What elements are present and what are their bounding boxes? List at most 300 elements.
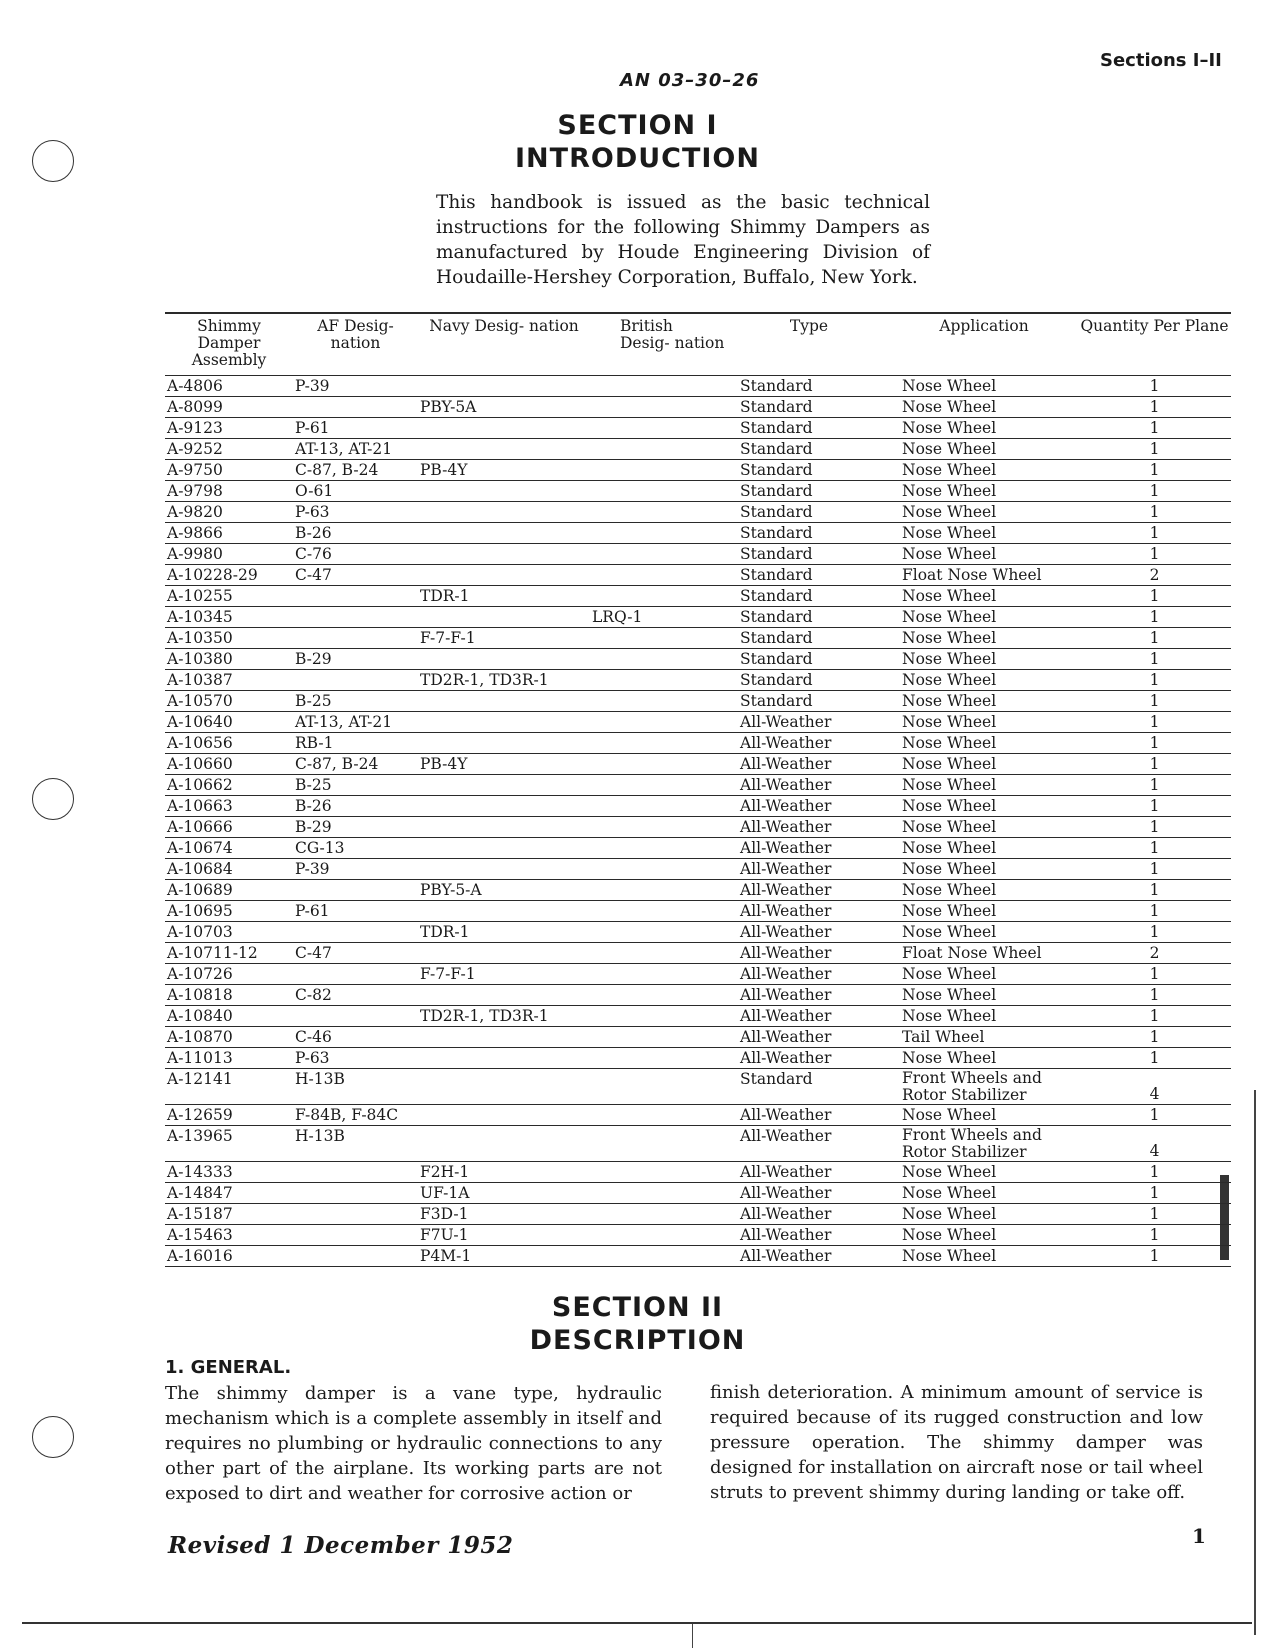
cell-navy: P4M-1 [418,1246,590,1267]
description-column-2: finish deterioration. A minimum amount of service is required because of its rugged construction and low pressure operation. The shimmy damper was designed for installation on aircraft nose or tail wheel struts to prevent shimmy during landing or take off. [710,1382,1203,1503]
cell-application: Nose Wheel [890,880,1078,901]
cell-assembly: A-10684 [165,859,293,880]
cell-type: All-Weather [728,859,890,880]
cell-quantity: 1 [1078,544,1231,565]
cell-type: Standard [728,628,890,649]
sections-label: Sections I–II [1100,50,1222,71]
cell-af [293,628,418,649]
cell-navy [418,901,590,922]
cell-assembly: A-9980 [165,544,293,565]
cell-af: B-25 [293,691,418,712]
shimmy-damper-table [165,314,1231,1267]
cell-af: C-76 [293,544,418,565]
cell-assembly: A-9123 [165,418,293,439]
table-row [165,586,1231,607]
cell-navy [418,565,590,586]
cell-british [590,376,728,397]
cell-af: C-87, B-24 [293,754,418,775]
cell-quantity: 1 [1078,922,1231,943]
table-row [165,1126,1231,1162]
cell-quantity: 1 [1078,586,1231,607]
cell-application: Nose Wheel [890,628,1078,649]
table-row [165,565,1231,586]
cell-british [590,670,728,691]
cell-assembly: A-10387 [165,670,293,691]
cell-assembly: A-10840 [165,1006,293,1027]
cell-assembly: A-10660 [165,754,293,775]
punch-hole-middle [32,778,74,820]
cell-british [590,754,728,775]
cell-application: Nose Wheel [890,859,1078,880]
cell-type: Standard [728,397,890,418]
table-row [165,985,1231,1006]
cell-assembly: A-10689 [165,880,293,901]
cell-application: Nose Wheel [890,1048,1078,1069]
header-quantity: Quantity Per Plane [1080,317,1229,335]
cell-british [590,859,728,880]
table-row [165,1183,1231,1204]
cell-quantity: 1 [1078,754,1231,775]
cell-navy [418,859,590,880]
cell-assembly: A-9750 [165,460,293,481]
cell-application: Nose Wheel [890,775,1078,796]
cell-british [590,439,728,460]
cell-application: Nose Wheel [890,922,1078,943]
table-row [165,1069,1231,1105]
cell-type: All-Weather [728,1105,890,1126]
cell-quantity: 1 [1078,859,1231,880]
revised-date: Revised 1 December 1952 [168,1532,514,1559]
cell-british [590,460,728,481]
cell-assembly: A-10380 [165,649,293,670]
table-row [165,544,1231,565]
table-row [165,628,1231,649]
cell-quantity: 1 [1078,733,1231,754]
table-row [165,775,1231,796]
header-navy: Navy Desig- nation [429,317,579,335]
cell-application: Nose Wheel [890,523,1078,544]
cell-british [590,649,728,670]
cell-navy: TDR-1 [418,922,590,943]
cell-british [590,922,728,943]
cell-quantity: 1 [1078,901,1231,922]
cell-af [293,964,418,985]
cell-assembly: A-10640 [165,712,293,733]
header-af: AF Desig- nation [317,317,394,352]
punch-hole-bottom [32,1416,74,1458]
cell-application: Nose Wheel [890,985,1078,1006]
cell-assembly: A-9866 [165,523,293,544]
cell-quantity: 1 [1078,418,1231,439]
cell-application: Nose Wheel [890,964,1078,985]
cell-quantity: 2 [1078,565,1231,586]
cell-application: Nose Wheel [890,481,1078,502]
cell-af [293,1162,418,1183]
cell-application: Nose Wheel [890,397,1078,418]
cell-type: Standard [728,649,890,670]
table-row [165,796,1231,817]
cell-quantity: 1 [1078,1246,1231,1267]
cell-quantity: 1 [1078,796,1231,817]
cell-application: Nose Wheel [890,838,1078,859]
cell-af: C-82 [293,985,418,1006]
table-row [165,1048,1231,1069]
cell-british [590,502,728,523]
cell-british [590,1006,728,1027]
cell-navy: TDR-1 [418,586,590,607]
cell-type: Standard [728,481,890,502]
cell-af [293,922,418,943]
section-1-title: INTRODUCTION [515,143,760,174]
table-body [165,376,1231,1267]
cell-af: AT-13, AT-21 [293,712,418,733]
table-row [165,754,1231,775]
cell-british [590,565,728,586]
cell-type: All-Weather [728,838,890,859]
cell-type: All-Weather [728,943,890,964]
cell-assembly: A-9252 [165,439,293,460]
cell-application: Nose Wheel [890,1006,1078,1027]
cell-application: Nose Wheel [890,1246,1078,1267]
cell-navy: PB-4Y [418,754,590,775]
cell-british [590,733,728,754]
cell-navy: F-7-F-1 [418,964,590,985]
cell-application: Nose Wheel [890,1183,1078,1204]
cell-quantity: 1 [1078,691,1231,712]
table-row [165,1027,1231,1048]
cell-assembly: A-10570 [165,691,293,712]
table-row [165,943,1231,964]
cell-assembly: A-10228-29 [165,565,293,586]
cell-af: B-26 [293,523,418,544]
cell-assembly: A-14333 [165,1162,293,1183]
cell-quantity: 1 [1078,880,1231,901]
cell-quantity: 1 [1078,1162,1231,1183]
cell-quantity: 4 [1078,1126,1231,1162]
cell-british [590,964,728,985]
cell-assembly: A-10726 [165,964,293,985]
cell-application: Nose Wheel [890,1162,1078,1183]
cell-type: All-Weather [728,775,890,796]
cell-af: P-39 [293,376,418,397]
table-row [165,481,1231,502]
cell-british [590,838,728,859]
header-assembly: Shimmy Damper Assembly [191,317,267,369]
cell-british [590,1246,728,1267]
cell-navy: PBY-5A [418,397,590,418]
cell-assembly: A-10662 [165,775,293,796]
cell-type: All-Weather [728,1246,890,1267]
cell-quantity: 1 [1078,460,1231,481]
cell-british [590,1162,728,1183]
table-row [165,964,1231,985]
cell-assembly: A-15463 [165,1225,293,1246]
right-trim-line [1254,1090,1256,1635]
cell-type: Standard [728,1069,890,1105]
cell-navy [418,733,590,754]
cell-british [590,880,728,901]
cell-application: Nose Wheel [890,817,1078,838]
cell-navy: F2H-1 [418,1162,590,1183]
cell-type: All-Weather [728,1183,890,1204]
cell-application: Nose Wheel [890,670,1078,691]
cell-british [590,481,728,502]
section-2-title: DESCRIPTION [529,1325,746,1356]
cell-application: Nose Wheel [890,439,1078,460]
cell-af: P-61 [293,901,418,922]
cell-assembly: A-10350 [165,628,293,649]
cell-british [590,1225,728,1246]
cell-af [293,1183,418,1204]
table-row [165,460,1231,481]
table-row [165,1006,1231,1027]
cell-navy [418,1126,590,1162]
cell-type: All-Weather [728,964,890,985]
cell-navy: PBY-5-A [418,880,590,901]
cell-type: All-Weather [728,1006,890,1027]
cell-quantity: 1 [1078,628,1231,649]
cell-af [293,607,418,628]
cell-assembly: A-10255 [165,586,293,607]
cell-quantity: 1 [1078,1225,1231,1246]
cell-british [590,544,728,565]
cell-assembly: A-16016 [165,1246,293,1267]
cell-af: P-63 [293,502,418,523]
cell-british [590,796,728,817]
cell-type: All-Weather [728,922,890,943]
cell-navy [418,544,590,565]
cell-quantity: 1 [1078,439,1231,460]
table-row [165,838,1231,859]
cell-af [293,880,418,901]
cell-type: Standard [728,460,890,481]
cell-type: Standard [728,670,890,691]
cell-british [590,1048,728,1069]
cell-application: Nose Wheel [890,733,1078,754]
table-row [165,901,1231,922]
table-row [165,1105,1231,1126]
cell-british [590,1027,728,1048]
cell-af [293,397,418,418]
cell-british [590,1105,728,1126]
cell-af: C-87, B-24 [293,460,418,481]
cell-application: Float Nose Wheel [890,943,1078,964]
cell-assembly: A-11013 [165,1048,293,1069]
cell-type: Standard [728,607,890,628]
cell-assembly: A-10870 [165,1027,293,1048]
cell-assembly: A-10818 [165,985,293,1006]
cell-quantity: 1 [1078,964,1231,985]
cell-application: Nose Wheel [890,901,1078,922]
intro-paragraph: This handbook is issued as the basic technical instructions for the following Shimmy Dampers as manufactured by Houde Engineering Division of Houdaille-Hershey Corporation, Buffalo, New York. [436,192,930,288]
cell-british [590,397,728,418]
header-application: Application [939,317,1029,335]
cell-british [590,1069,728,1105]
cell-navy: F-7-F-1 [418,628,590,649]
cell-af: F-84B, F-84C [293,1105,418,1126]
cell-quantity: 1 [1078,502,1231,523]
table-row [165,1162,1231,1183]
cell-type: Standard [728,376,890,397]
cell-application: Nose Wheel [890,1204,1078,1225]
table-header-row [165,314,1231,376]
cell-quantity: 1 [1078,838,1231,859]
table-row [165,859,1231,880]
cell-application: Nose Wheel [890,544,1078,565]
cell-assembly: A-12141 [165,1069,293,1105]
cell-af: C-47 [293,943,418,964]
cell-british [590,1126,728,1162]
bottom-trim-line [22,1622,1252,1624]
cell-british [590,901,728,922]
cell-quantity: 1 [1078,1027,1231,1048]
cell-quantity: 1 [1078,1204,1231,1225]
cell-navy: TD2R-1, TD3R-1 [418,670,590,691]
cell-navy [418,376,590,397]
cell-british [590,1204,728,1225]
cell-assembly: A-9798 [165,481,293,502]
cell-navy [418,796,590,817]
table-row [165,733,1231,754]
cell-application: Nose Wheel [890,460,1078,481]
cell-assembly: A-4806 [165,376,293,397]
cell-type: All-Weather [728,754,890,775]
cell-navy [418,775,590,796]
cell-quantity: 1 [1078,607,1231,628]
cell-quantity: 1 [1078,376,1231,397]
cell-navy [418,481,590,502]
cell-application: Nose Wheel [890,502,1078,523]
cell-type: Standard [728,586,890,607]
cell-british: LRQ-1 [590,607,728,628]
cell-application: Nose Wheel [890,712,1078,733]
cell-assembly: A-8099 [165,397,293,418]
cell-quantity: 1 [1078,985,1231,1006]
cell-type: All-Weather [728,901,890,922]
page-number: 1 [1192,1524,1206,1548]
table-row [165,922,1231,943]
cell-quantity: 2 [1078,943,1231,964]
section-2-number: SECTION II [551,1292,724,1323]
table-row [165,817,1231,838]
cell-assembly: A-10674 [165,838,293,859]
cell-application: Front Wheels and Rotor Stabilizer [890,1069,1078,1105]
cell-af: P-39 [293,859,418,880]
cell-type: All-Weather [728,1027,890,1048]
cell-application: Nose Wheel [890,607,1078,628]
cell-navy [418,817,590,838]
cell-navy [418,502,590,523]
cell-af: C-47 [293,565,418,586]
general-subhead: 1. GENERAL. [165,1357,292,1378]
cell-british [590,628,728,649]
cell-type: Standard [728,523,890,544]
cell-british [590,775,728,796]
cell-application: Nose Wheel [890,1225,1078,1246]
cell-british [590,586,728,607]
cell-af: B-25 [293,775,418,796]
cell-british [590,418,728,439]
cell-af: H-13B [293,1126,418,1162]
cell-type: Standard [728,691,890,712]
cell-type: All-Weather [728,796,890,817]
cell-assembly: A-9820 [165,502,293,523]
cell-navy [418,838,590,859]
cell-british [590,943,728,964]
cell-navy: PB-4Y [418,460,590,481]
cell-af: P-63 [293,1048,418,1069]
section-1-number: SECTION I [557,110,718,141]
cell-navy: UF-1A [418,1183,590,1204]
cell-quantity: 1 [1078,649,1231,670]
cell-assembly: A-10711-12 [165,943,293,964]
cell-navy [418,1069,590,1105]
cell-application: Float Nose Wheel [890,565,1078,586]
cell-af: O-61 [293,481,418,502]
cell-type: Standard [728,418,890,439]
cell-af: B-29 [293,649,418,670]
cell-quantity: 1 [1078,1048,1231,1069]
cell-type: All-Weather [728,1048,890,1069]
cell-assembly: A-10666 [165,817,293,838]
cell-quantity: 1 [1078,712,1231,733]
cell-af: B-29 [293,817,418,838]
table-row [165,502,1231,523]
cell-af [293,670,418,691]
cell-af: C-46 [293,1027,418,1048]
cell-assembly: A-14847 [165,1183,293,1204]
cell-navy [418,607,590,628]
table-row [165,880,1231,901]
cell-quantity: 1 [1078,523,1231,544]
header-type: Type [789,317,829,335]
table-row [165,712,1231,733]
cell-quantity: 1 [1078,1006,1231,1027]
cell-quantity: 1 [1078,670,1231,691]
cell-assembly: A-10663 [165,796,293,817]
cell-type: Standard [728,439,890,460]
cell-application: Nose Wheel [890,376,1078,397]
cell-british [590,985,728,1006]
cell-navy [418,1105,590,1126]
description-column-1: The shimmy damper is a vane type, hydraulic mechanism which is a complete assembly in itself and requires no plumbing or hydraulic connections to any other part of the airplane. Its working parts are not exposed to dirt and weather for corrosive action or [165,1383,662,1504]
cell-assembly: A-10695 [165,901,293,922]
cell-navy [418,985,590,1006]
cell-assembly: A-10703 [165,922,293,943]
cell-type: All-Weather [728,733,890,754]
cell-navy [418,1027,590,1048]
table-row [165,397,1231,418]
cell-navy [418,418,590,439]
cell-type: Standard [728,502,890,523]
bottom-fold-line [692,1624,693,1648]
table-row [165,649,1231,670]
cell-type: All-Weather [728,880,890,901]
cell-application: Nose Wheel [890,586,1078,607]
cell-application: Nose Wheel [890,796,1078,817]
cell-navy: F3D-1 [418,1204,590,1225]
cell-navy [418,439,590,460]
cell-navy [418,523,590,544]
cell-assembly: A-15187 [165,1204,293,1225]
cell-af [293,1204,418,1225]
table-row [165,418,1231,439]
table-row [165,1225,1231,1246]
cell-type: Standard [728,544,890,565]
cell-type: All-Weather [728,1126,890,1162]
cell-af [293,1006,418,1027]
cell-application: Nose Wheel [890,1105,1078,1126]
